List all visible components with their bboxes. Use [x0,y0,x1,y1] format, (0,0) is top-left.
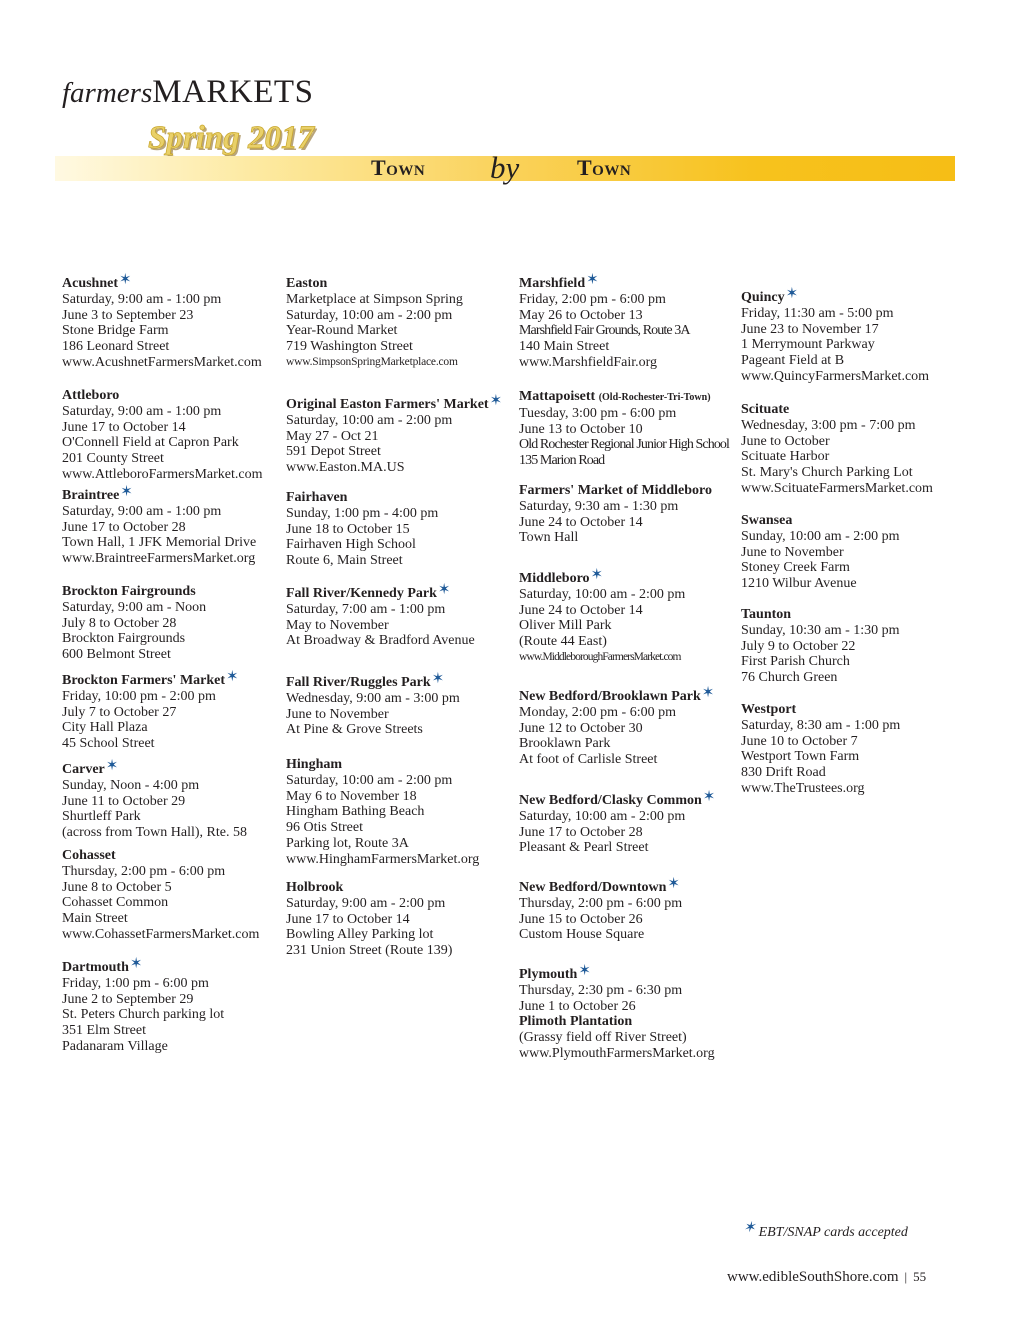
market-detail: Saturday, 9:00 am - 1:00 pm [62,403,222,419]
ebt-star-icon: ✶ [226,669,239,685]
ebt-star-icon: ✶ [702,789,716,805]
market-name: New Bedford/Clasky Common [519,793,702,808]
market-detail: 719 Washington Street [286,339,413,355]
market-detail: 96 Otis Street [286,820,363,836]
market-detail: June to November [286,706,389,722]
ebt-star-icon: ✶ [120,484,133,500]
market-heading [519,272,690,292]
market-detail: Wednesday, 3:00 pm - 7:00 pm [741,417,916,433]
market-entry [286,276,463,371]
market-heading [62,388,262,404]
market-heading [519,963,715,983]
market-detail: June 24 to October 14 [519,602,643,618]
market-detail: (across from Town Hall), Rte. 58 [62,825,248,841]
market-website-link[interactable]: www.ScituateFarmersMarket.com [741,480,933,496]
market-detail: Wednesday, 9:00 am - 3:00 pm [286,690,460,706]
ebt-legend-text: EBT/SNAP cards accepted [758,1225,908,1240]
market-entry [286,757,479,868]
market-website-link[interactable]: www.CohassetFarmersMarket.com [62,926,260,942]
market-detail: June 13 to October 10 [519,421,643,437]
market-website-link[interactable]: www.BraintreeFarmersMarket.org [62,551,256,567]
market-detail: O'Connell Field at Capron Park [62,435,239,451]
market-website-link[interactable]: www.MiddleboroughFarmersMarket.com [519,650,681,663]
ebt-star-icon: ✶ [667,876,680,892]
market-detail: 135 Marion Road [519,453,605,469]
market-detail: 76 Church Green [741,670,838,686]
market-name: Fall River/Kennedy Park [286,586,437,601]
market-heading [286,757,479,773]
market-detail: June 12 to October 30 [519,720,643,736]
market-detail: Sunday, Noon - 4:00 pm [62,777,200,793]
market-detail: Main Street [62,911,128,927]
market-detail: June 1 to October 26 [519,998,636,1014]
market-detail: 186 Leonard Street [62,339,170,355]
market-detail: Oliver Mill Park [519,618,612,634]
market-entry [286,671,460,738]
market-detail: June to November [741,544,844,560]
market-detail: June 17 to October 28 [62,519,186,535]
market-detail: At Pine & Grove Streets [286,722,423,738]
market-heading [286,582,475,602]
market-detail: June 23 to November 17 [741,321,879,337]
market-detail: June 3 to September 23 [62,307,194,323]
market-detail: June 17 to October 14 [286,911,410,927]
market-name: Brockton Fairgrounds [62,584,196,599]
market-detail: 45 School Street [62,736,155,752]
market-entry [519,685,715,768]
market-heading [62,584,206,600]
market-name: Attleboro [62,388,120,403]
market-detail: Thursday, 2:00 pm - 6:00 pm [519,895,683,911]
market-name: New Bedford/Downtown [519,880,667,895]
market-heading [62,956,224,976]
market-detail: Saturday, 10:00 am - 2:00 pm [286,307,453,323]
ebt-star-icon: ✶ [785,286,799,302]
market-detail: Marshfield Fair Grounds, Route 3A [519,323,690,339]
market-detail: June 18 to October 15 [286,521,410,537]
market-detail: Pageant Field at B [741,353,845,369]
band-word-left: Town [371,155,426,180]
market-detail: At foot of Carlisle Street [519,752,658,768]
market-heading [519,567,685,587]
market-entry [519,483,712,546]
market-detail: Saturday, 9:00 am - Noon [62,599,207,615]
market-heading [519,876,682,896]
page-number: 55 [913,1269,927,1284]
market-heading [62,272,262,292]
market-detail: Saturday, 9:00 am - 1:00 pm [62,503,222,519]
market-detail: Saturday, 10:00 am - 2:00 pm [519,586,686,602]
ebt-star-icon: ✶ [105,758,119,774]
market-entry [741,513,900,592]
market-detail: Monday, 2:00 pm - 6:00 pm [519,704,676,720]
market-detail: June 15 to October 26 [519,911,643,927]
market-entry [519,567,686,666]
market-name: Cohasset [62,848,116,863]
market-detail: Stoney Creek Farm [741,560,850,576]
market-detail: July 8 to October 28 [62,615,177,631]
market-detail: 830 Drift Road [741,765,826,781]
market-detail: 140 Main Street [519,339,610,355]
market-entry [741,402,933,497]
market-heading [62,758,247,778]
market-detail: Saturday, 8:30 am - 1:00 pm [741,717,901,733]
market-detail: Saturday, 7:00 am - 1:00 pm [286,601,446,617]
market-detail: Town Hall, 1 JFK Memorial Drive [62,535,257,551]
market-website-link[interactable]: www.AcushnetFarmersMarket.com [62,354,262,370]
market-detail: Thursday, 2:00 pm - 6:00 pm [62,863,226,879]
footer-url[interactable]: www.edibleSouthShore.com [727,1269,899,1285]
market-detail: Stone Bridge Farm [62,323,169,339]
market-heading [286,880,452,896]
ebt-star-icon: ✶ [586,272,599,288]
market-detail: Parking lot, Route 3A [286,835,409,851]
market-entry [519,963,715,1062]
market-detail: June to October [741,433,830,449]
market-entry [741,702,900,797]
market-detail: First Parish Church [741,654,850,670]
market-detail: Friday, 2:00 pm - 6:00 pm [519,291,666,307]
market-heading [286,393,503,413]
ebt-star-icon: ✶ [431,671,445,687]
market-heading [741,286,929,306]
market-heading [741,702,900,718]
market-detail: Sunday, 10:00 am - 2:00 pm [741,528,900,544]
ebt-star-icon: ✶ [578,963,591,979]
market-name: Taunton [741,607,792,622]
market-detail: May 6 to November 18 [286,788,417,804]
market-detail: June 8 to October 5 [62,879,172,895]
market-detail: Bowling Alley Parking lot [286,927,434,943]
market-detail: Marketplace at Simpson Spring [286,291,463,307]
market-name: Westport [741,702,797,717]
market-name: Scituate [741,402,790,417]
market-website-link[interactable]: www.PlymouthFarmersMarket.org [519,1045,715,1061]
market-detail: At Broadway & Bradford Avenue [286,633,475,649]
market-detail: June 17 to October 14 [62,419,186,435]
market-entry [62,956,225,1055]
market-name: Carver [62,762,105,777]
market-name: Original Easton Farmers' Market [286,397,489,412]
ebt-star-icon: ✶ [437,582,451,598]
page-title [62,74,313,111]
market-heading [519,685,715,705]
market-name: Quincy [741,290,785,305]
market-website-link[interactable]: www.AttleboroFarmersMarket.com [62,466,263,482]
market-detail: Padanaram Village [62,1038,168,1054]
market-detail: (Route 44 East) [519,634,607,650]
ebt-star-icon: ✶ [119,272,132,288]
ebt-star-icon: ✶ [590,567,604,583]
market-name: Acushnet [62,276,119,291]
market-entry [62,669,239,752]
page-footer [727,1269,926,1286]
market-detail: Saturday, 9:00 am - 1:00 pm [62,291,222,307]
market-name: Farmers' Market of Middleboro [519,483,712,498]
market-detail: (Grassy field off River Street) [519,1030,687,1046]
market-entry [519,789,716,856]
ebt-star-icon: ✶ [743,1220,756,1236]
market-heading [741,513,900,529]
market-name: Plymouth [519,967,578,982]
market-detail: Westport Town Farm [741,749,860,765]
market-heading [741,402,933,418]
market-detail: Thursday, 2:30 pm - 6:30 pm [519,982,683,998]
market-detail: June 17 to October 28 [519,824,643,840]
market-detail: 201 County Street [62,451,164,467]
market-detail: Cohasset Common [62,895,169,911]
market-entry [741,286,930,385]
market-heading [741,607,900,623]
market-detail: Shurtleff Park [62,809,141,825]
market-detail: Saturday, 10:00 am - 2:00 pm [286,412,453,428]
market-heading [62,669,239,689]
market-detail: July 9 to October 22 [741,638,856,654]
market-detail: 231 Union Street (Route 139) [286,943,453,959]
market-heading [62,484,256,504]
market-detail: Brockton Fairgrounds [62,631,186,647]
market-detail: 600 Belmont Street [62,647,171,663]
market-detail: Saturday, 10:00 am - 2:00 pm [519,808,686,824]
ebt-star-icon: ✶ [701,685,715,701]
market-name: Marshfield [519,276,586,291]
band-word-right: Town [577,155,632,180]
market-detail: Saturday, 9:30 am - 1:30 pm [519,498,679,514]
market-detail: St. Mary's Church Parking Lot [741,465,913,481]
ebt-star-icon: ✶ [489,393,503,409]
market-detail: Brooklawn Park [519,736,611,752]
market-heading [519,389,729,406]
market-detail: 1210 Wilbur Avenue [741,576,857,592]
market-entry [62,584,206,663]
market-detail: 1 Merrymount Parkway [741,337,875,353]
market-detail: Year-Round Market [286,323,398,339]
market-detail: June 11 to October 29 [62,793,186,809]
market-entry [62,848,259,943]
market-entry [519,876,683,943]
market-name: Swansea [741,513,793,528]
market-detail: Hingham Bathing Beach [286,804,425,820]
market-detail: 351 Elm Street [62,1023,146,1039]
market-name: Brockton Farmers' Market [62,673,226,688]
ebt-legend [742,1222,908,1241]
market-detail: Sunday, 10:30 am - 1:30 pm [741,622,900,638]
market-detail: Pleasant & Pearl Street [519,840,649,856]
market-detail: June 24 to October 14 [519,514,643,530]
market-website-link[interactable]: www.QuincyFarmersMarket.com [741,368,930,384]
market-entry [62,388,262,483]
market-entry [62,272,262,371]
market-entry [286,582,475,649]
market-heading [286,671,460,691]
page-title-caps: MARKETS [152,74,314,110]
market-website-link[interactable]: www.MarshfieldFair.org [519,354,658,370]
market-website-link[interactable]: www.SimpsonSpringMarketplace.com [286,355,458,368]
market-entry [62,484,257,567]
footer-separator: | [904,1269,908,1284]
market-name: Mattapoisett [519,389,596,404]
market-name: Dartmouth [62,960,129,975]
market-detail: May 27 - Oct 21 [286,428,379,444]
market-entry [286,880,452,959]
market-name: Holbrook [286,880,344,895]
market-detail: July 7 to October 27 [62,704,177,720]
market-name: Braintree [62,488,120,503]
market-detail: Friday, 10:00 pm - 2:00 pm [62,688,216,704]
market-website-link[interactable]: www.TheTrustees.org [741,780,865,796]
market-detail: Friday, 1:00 pm - 6:00 pm [62,975,209,991]
market-detail: Old Rochester Regional Junior High School [519,437,730,453]
market-heading [286,276,463,292]
market-name: Fall River/Ruggles Park [286,675,431,690]
market-name: Easton [286,276,328,291]
market-detail: Friday, 11:30 am - 5:00 pm [741,305,894,321]
page-title-italic: farmers [62,77,153,109]
market-heading [519,483,712,499]
market-detail: City Hall Plaza [62,720,148,736]
market-entry [62,758,248,841]
market-detail: Sunday, 1:00 pm - 4:00 pm [286,505,439,521]
market-detail: Scituate Harbor [741,449,830,465]
market-detail: Route 6, Main Street [286,553,403,569]
market-detail: May to November [286,617,389,633]
season-heading: Spring 2017 [148,120,314,156]
market-entry [519,272,690,371]
band-by: by [490,150,520,185]
market-heading [286,490,438,506]
market-detail: Tuesday, 3:00 pm - 6:00 pm [519,405,677,421]
market-entry [286,490,438,569]
market-detail: 591 Depot Street [286,444,381,460]
market-note: (Old-Rochester-Tri-Town) [598,392,711,403]
market-detail: Plimoth Plantation [519,1014,633,1030]
market-name: Middleboro [519,571,590,586]
market-detail: Saturday, 9:00 am - 2:00 pm [286,895,446,911]
market-name: Hingham [286,757,343,772]
market-detail: Fairhaven High School [286,537,416,553]
market-entry [519,389,729,469]
ebt-star-icon: ✶ [129,956,143,972]
market-detail: St. Peters Church parking lot [62,1007,225,1023]
market-heading [519,789,716,809]
market-heading [62,848,259,864]
market-entry [286,393,503,476]
market-name: New Bedford/Brooklawn Park [519,689,701,704]
market-entry [741,607,900,686]
market-website-link[interactable]: www.Easton.MA.US [286,460,405,476]
market-detail: Custom House Square [519,927,645,943]
market-detail: June 2 to September 29 [62,991,194,1007]
market-website-link[interactable]: www.HinghamFarmersMarket.org [286,851,480,867]
market-detail: May 26 to October 13 [519,307,643,323]
market-detail: Saturday, 10:00 am - 2:00 pm [286,772,453,788]
market-detail: Town Hall [519,530,579,546]
market-name: Fairhaven [286,490,348,505]
market-detail: June 10 to October 7 [741,733,858,749]
